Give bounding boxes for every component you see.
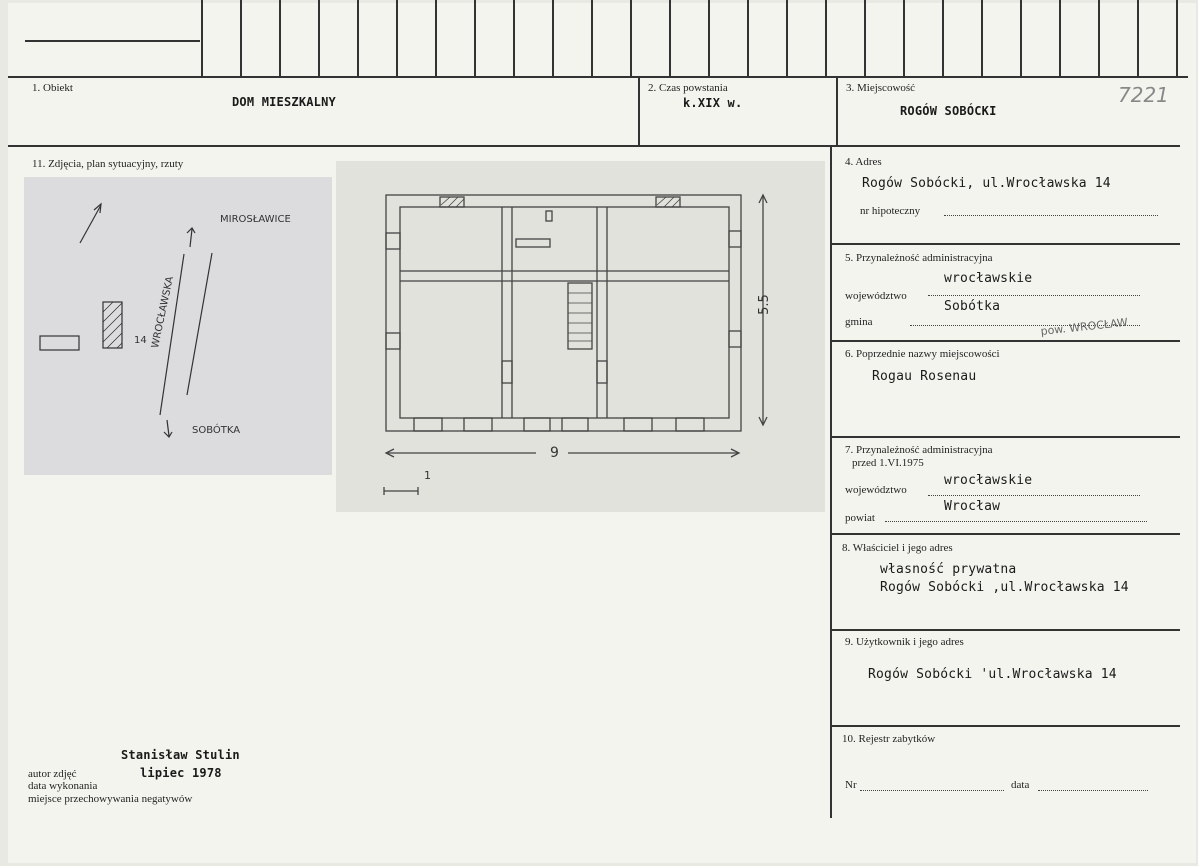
voivodeship-line <box>928 295 1140 296</box>
top-tick-mark <box>864 0 866 76</box>
top-tick-mark <box>708 0 710 76</box>
object-value: DOM MIESZKALNY <box>232 95 336 109</box>
outer-wall-inner <box>400 207 729 418</box>
photos-label: 11. Zdjęcia, plan sytuacyjny, rzuty <box>32 158 184 170</box>
user-label: 9. Użytkownik i jego adres <box>845 636 964 648</box>
field7-bottom-line <box>832 533 1180 535</box>
top-tick-mark <box>942 0 944 76</box>
field8-bottom-line <box>832 629 1180 631</box>
address-value: Rogów Sobócki, ul.Wrocławska 14 <box>862 176 1111 191</box>
site-plan-photo <box>24 177 332 475</box>
owner-line1: własność prywatna <box>880 562 1017 577</box>
catalog-number: 7221 <box>1118 83 1169 107</box>
top-tick-mark <box>1059 0 1061 76</box>
top-tick-mark <box>786 0 788 76</box>
date-value: lipiec 1978 <box>140 766 222 780</box>
county-note: pow. WROCŁAW <box>1040 315 1129 338</box>
date-created-value: k.XIX w. <box>683 96 743 110</box>
north-direction-arrow-icon <box>190 229 192 247</box>
register-nr-label: Nr <box>845 779 857 791</box>
register-nr-line <box>860 790 1004 791</box>
top-tick-mark <box>591 0 593 76</box>
field4-bottom-line <box>832 243 1180 245</box>
voivodeship-before-label: województwo <box>845 484 907 496</box>
negatives-label: miejsce przechowywania negatywów <box>28 793 193 805</box>
voivodeship-before-line <box>928 495 1140 496</box>
field9-bottom-line <box>832 725 1180 727</box>
outbuilding-rect <box>40 336 79 350</box>
top-tick-mark <box>318 0 320 76</box>
voivodeship-before-value: wrocławskie <box>944 473 1033 488</box>
header-col-divider-1 <box>638 77 640 145</box>
chimney-right <box>656 197 680 207</box>
top-tick-strip <box>0 0 1198 78</box>
author-value: Stanisław Stulin <box>121 748 240 762</box>
floor-plan-photo <box>336 161 825 512</box>
user-value: Rogów Sobócki 'ul.Wrocławska 14 <box>868 667 1117 682</box>
top-tick-mark <box>201 0 203 76</box>
south-road-label: SOBÓTKA <box>192 425 241 436</box>
mortgage-line <box>944 215 1158 216</box>
previous-names-value: Rogau Rosenau <box>872 369 977 384</box>
outer-wall-outer <box>386 195 741 431</box>
district-value: Wrocław <box>944 499 1001 514</box>
top-tick-mark <box>1176 0 1178 76</box>
top-tick-mark <box>357 0 359 76</box>
admin-before-date: przed 1.VI.1975 <box>852 457 924 469</box>
mortgage-label: nr hipoteczny <box>860 205 921 217</box>
admin-before-label: 7. Przynależność administracyjna <box>845 444 993 456</box>
top-tick-mark <box>474 0 476 76</box>
header-col-divider-2 <box>836 77 838 145</box>
commune-label: gmina <box>845 316 873 328</box>
top-tick-mark <box>630 0 632 76</box>
north-arrow-icon <box>80 205 101 243</box>
district-label: powiat <box>845 512 875 524</box>
header-divider <box>8 76 1188 78</box>
owner-line2: Rogów Sobócki ,ul.Wrocławska 14 <box>880 580 1129 595</box>
top-tick-mark <box>903 0 905 76</box>
register-label: 10. Rejestr zabytków <box>842 733 936 745</box>
chimney-left <box>440 197 464 207</box>
previous-names-label: 6. Poprzednie nazwy miejscowości <box>845 348 1000 360</box>
stove <box>516 239 550 247</box>
owner-label: 8. Właściciel i jego adres <box>842 542 953 554</box>
scale-dimension: 1 <box>424 469 431 482</box>
north-road-label: MIROSŁAWICE <box>220 214 291 225</box>
windows <box>386 231 741 431</box>
street-label: WROCŁAWSKA <box>150 275 176 350</box>
depth-dimension: 5.5 <box>756 294 772 315</box>
object-label: 1. Obiekt <box>32 82 73 94</box>
top-tick-mark <box>1098 0 1100 76</box>
locality-value: ROGÓW SOBÓCKI <box>900 104 997 118</box>
header-bottom-line <box>8 145 1180 147</box>
admin-label: 5. Przynależność administracyjna <box>845 252 993 264</box>
house-number-label: 14 <box>134 335 147 346</box>
top-tick-mark <box>1020 0 1022 76</box>
top-tick-mark <box>279 0 281 76</box>
district-line <box>885 521 1147 522</box>
author-label: autor zdjęć <box>28 768 77 780</box>
top-tick-mark <box>435 0 437 76</box>
register-date-label: data <box>1011 779 1030 791</box>
locality-label: 3. Miejscowość <box>846 82 916 94</box>
top-tick-mark <box>825 0 827 76</box>
date-label: data wykonania <box>28 780 98 792</box>
width-dimension: 9 <box>550 445 559 461</box>
top-tick-mark <box>513 0 515 76</box>
top-tick-mark <box>240 0 242 76</box>
voivodeship-label: województwo <box>845 290 907 302</box>
top-tick-mark <box>396 0 398 76</box>
top-tick-mark <box>1137 0 1139 76</box>
commune-value: Sobótka <box>944 299 1001 314</box>
top-tick-mark <box>552 0 554 76</box>
address-label: 4. Adres <box>845 156 882 168</box>
floor-plan-drawing <box>336 161 825 512</box>
top-tick-mark <box>747 0 749 76</box>
register-date-line <box>1038 790 1148 791</box>
voivodeship-value: wrocławskie <box>944 271 1033 286</box>
south-direction-arrow-icon <box>167 420 169 436</box>
field5-bottom-line <box>832 340 1180 342</box>
date-created-label: 2. Czas powstania <box>648 82 728 94</box>
top-tick-mark <box>981 0 983 76</box>
street-edge-right <box>187 253 212 395</box>
field6-bottom-line <box>832 436 1180 438</box>
right-column-divider <box>830 146 832 818</box>
top-tick-mark <box>669 0 671 76</box>
